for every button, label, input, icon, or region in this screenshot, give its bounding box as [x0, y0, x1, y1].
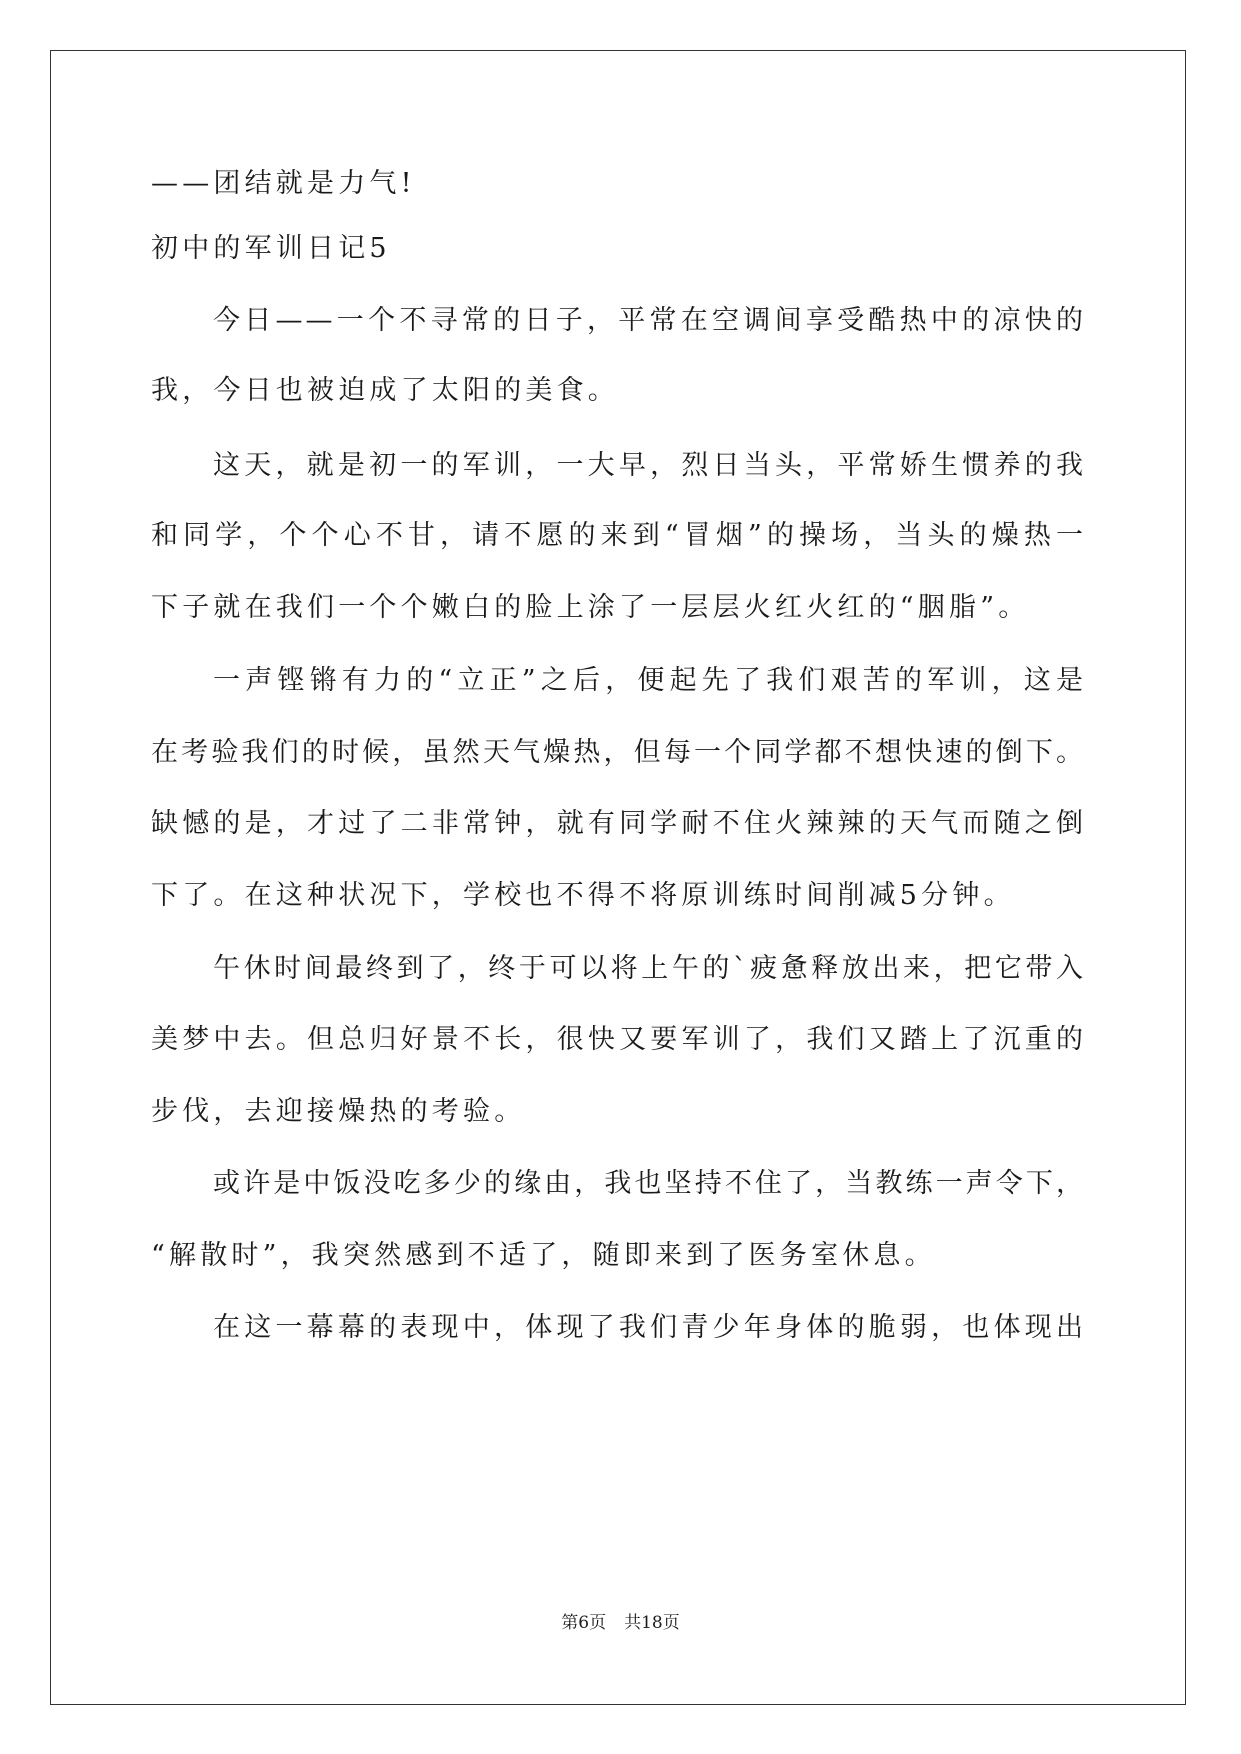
text-line: 在考验我们的时候，虽然天气燥热，但每一个同学都不想快速的倒下。	[151, 737, 1086, 768]
text-line: 缺憾的是，才过了二非常钟，就有同学耐不住火辣辣的天气而随之倒	[151, 808, 1086, 839]
page-border	[50, 50, 1186, 1705]
section-heading: 初中的军训日记5	[151, 233, 391, 264]
text-line: 午休时间最终到了，终于可以将上午的`疲惫释放出来，把它带入	[213, 953, 1086, 984]
text-line: 下了。在这种状况下，学校也不得不将原训练时间削减5分钟。	[151, 880, 1015, 911]
text-line: 步伐，去迎接燥热的考验。	[151, 1096, 526, 1127]
page-footer	[0, 1608, 1241, 1633]
text-line: 下子就在我们一个个嫩白的脸上涂了一层层火红火红的“胭脂”。	[151, 592, 1030, 623]
text-line: ——团结就是力气!	[151, 168, 416, 199]
text-line: “解散时”，我突然感到不适了，随即来到了医务室休息。	[151, 1240, 936, 1271]
page-number-current: 第6页	[561, 1613, 607, 1633]
text-line: 或许是中饭没吃多少的缘由，我也坚持不住了，当教练一声令下，	[213, 1168, 1086, 1199]
text-line: 和同学，个个心不甘，请不愿的来到“冒烟”的操场，当头的燥热一	[151, 520, 1086, 551]
text-line: 美梦中去。但总归好景不长，很快又要军训了，我们又踏上了沉重的	[151, 1024, 1086, 1055]
text-line: 今日——一个不寻常的日子，平常在空调间享受酷热中的凉快的	[213, 305, 1086, 336]
text-line: 一声铿锵有力的“立正”之后，便起先了我们艰苦的军训，这是	[213, 665, 1086, 696]
text-line: 在这一幕幕的表现中，体现了我们青少年身体的脆弱，也体现出	[213, 1312, 1086, 1343]
text-line: 这天，就是初一的军训，一大早，烈日当头，平常娇生惯养的我	[213, 450, 1086, 481]
page-number-total: 共18页	[624, 1613, 680, 1633]
text-line: 我，今日也被迫成了太阳的美食。	[151, 375, 619, 406]
